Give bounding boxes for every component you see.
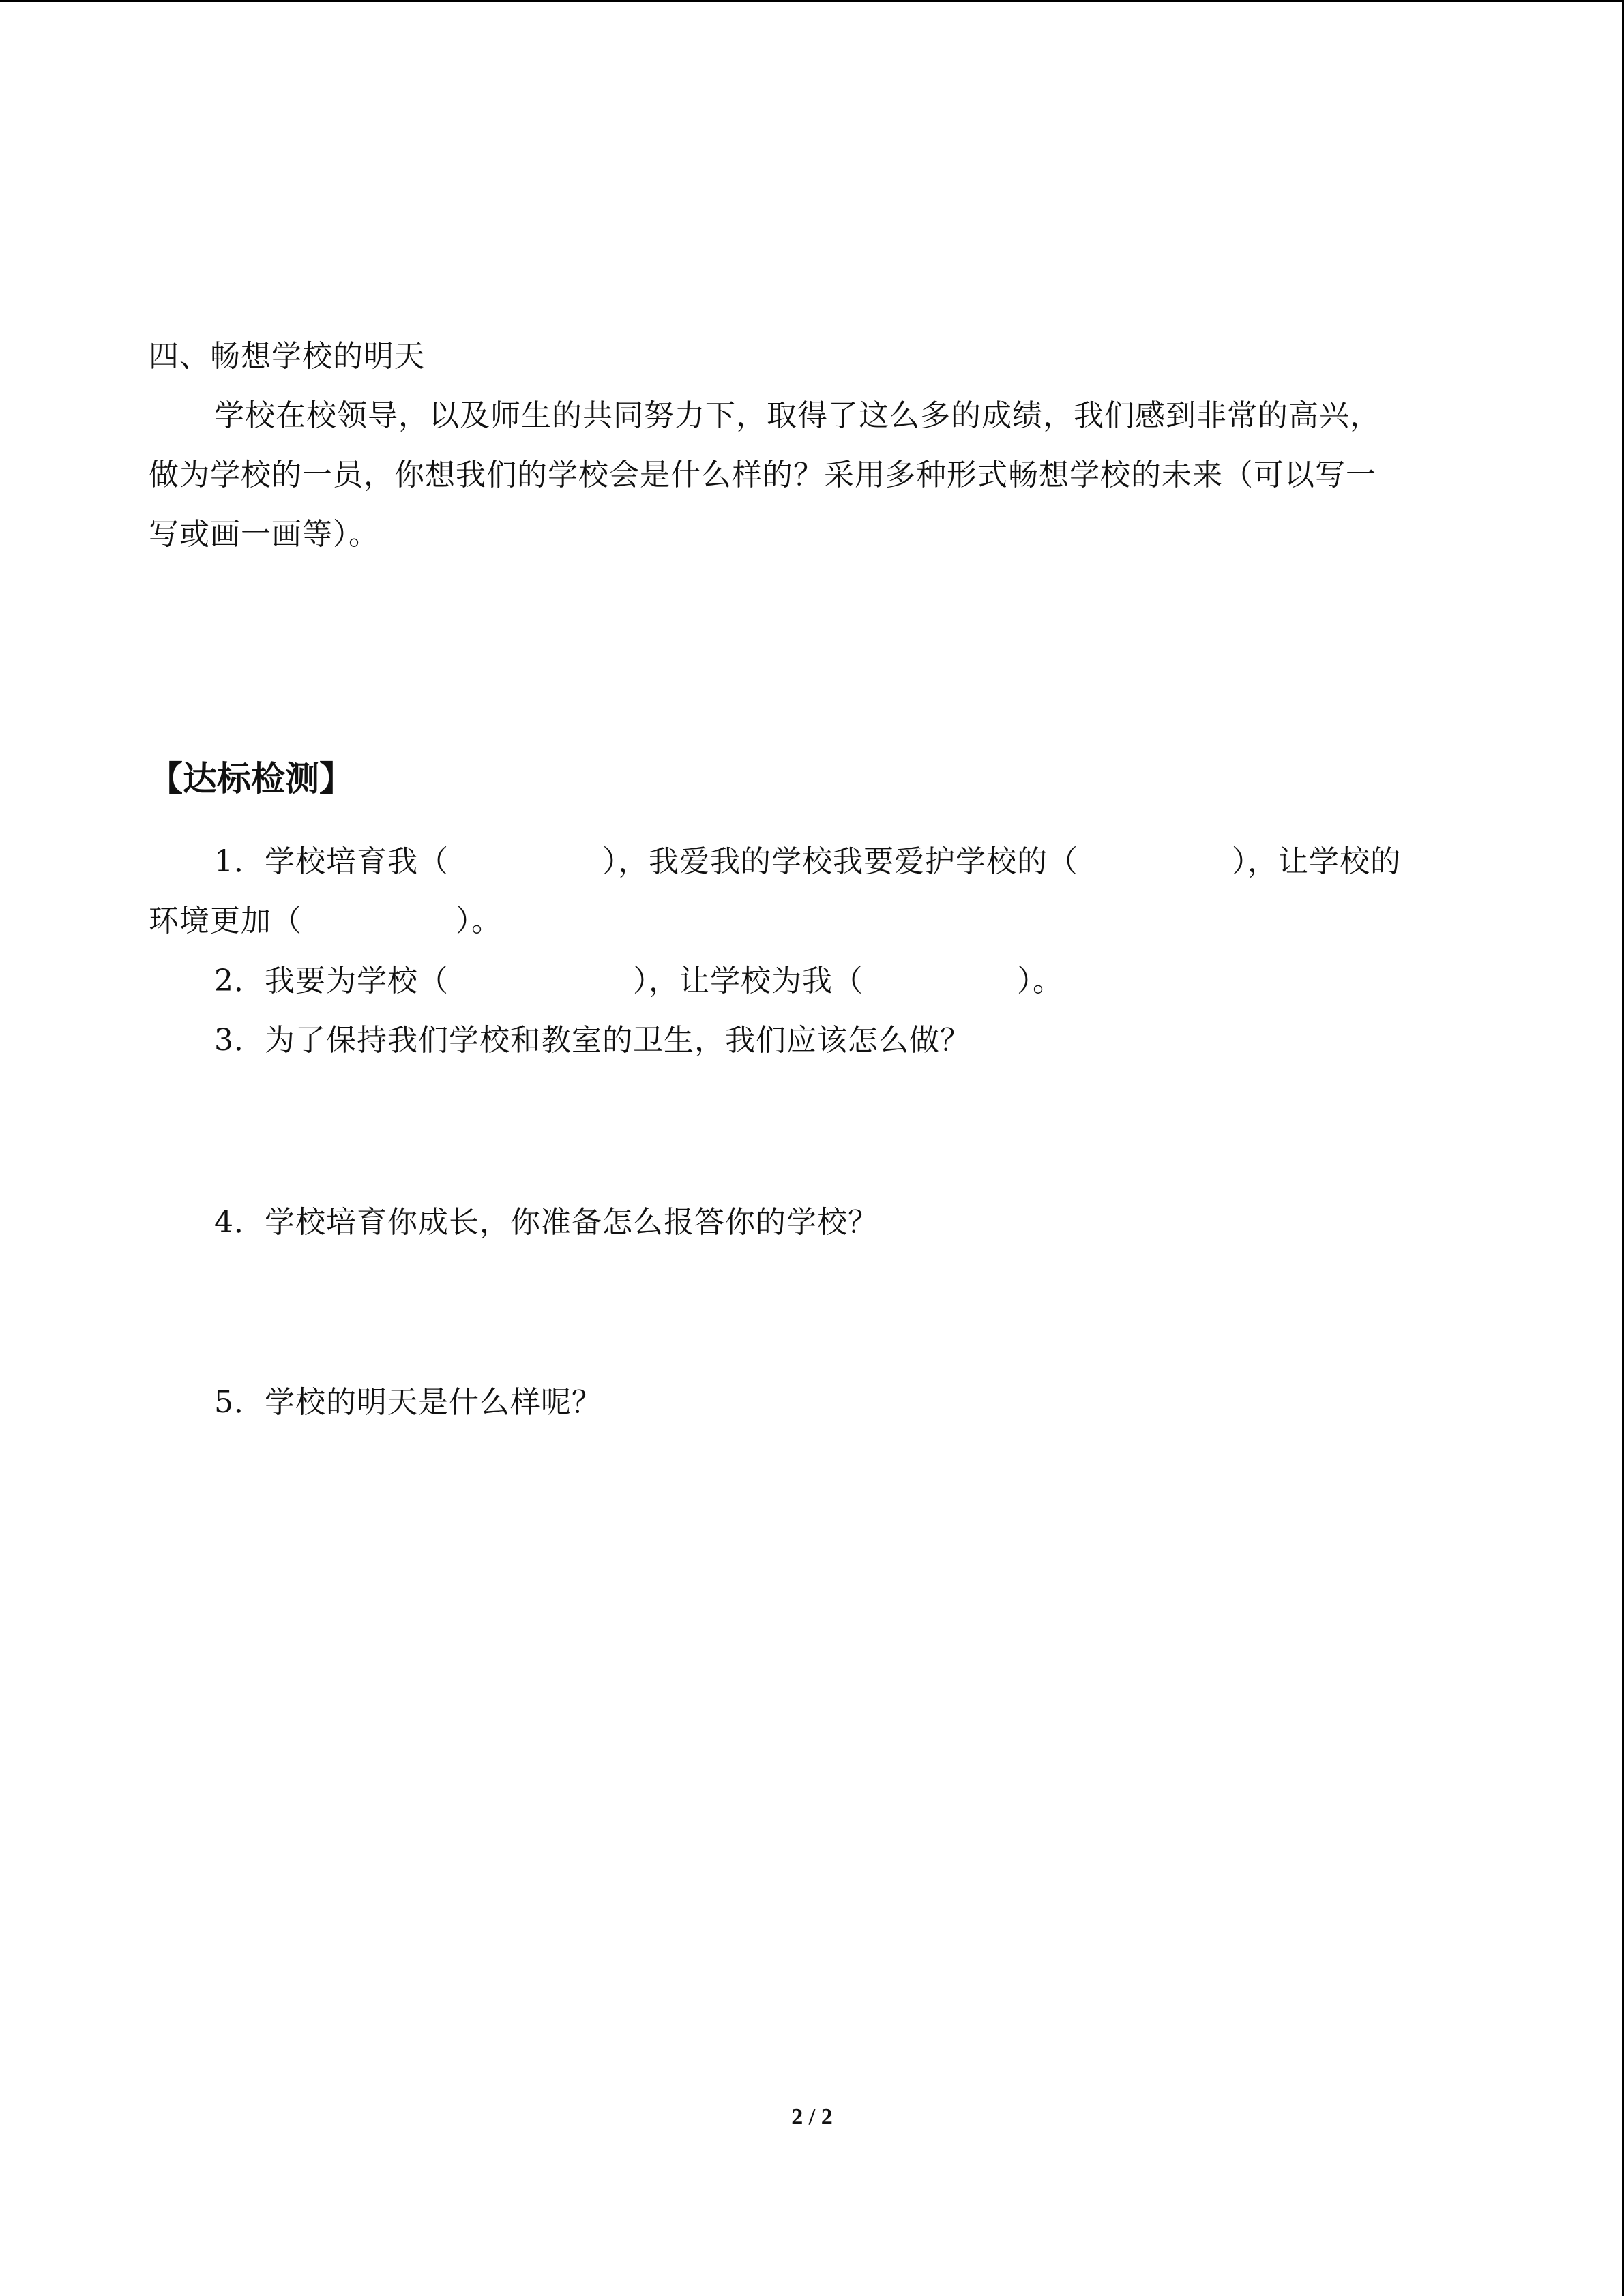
- assessment-heading: 【达标检测】: [149, 759, 353, 799]
- question-3: 3．为了保持我们学校和教室的卫生，我们应该怎么做？: [214, 1023, 971, 1058]
- section-title: 四、畅想学校的明天: [149, 339, 425, 374]
- question-1-line-2: 环境更加（ ）。: [149, 904, 502, 938]
- paragraph-line-1: 学校在校领导，以及师生的共同努力下，取得了这么多的成绩，我们感到非常的高兴，: [214, 398, 1381, 433]
- question-5: 5．学校的明天是什么样呢？: [214, 1385, 602, 1420]
- page-number: 2 / 2: [791, 2104, 833, 2130]
- question-1-line-1: 1．学校培育我（ ），我爱我的学校我要爱护学校的（ ），让学校的: [214, 844, 1401, 879]
- question-4: 4．学校培育你成长，你准备怎么报答你的学校？: [214, 1205, 879, 1240]
- question-2: 2．我要为学校（ ），让学校为我（ ）。: [214, 964, 1063, 998]
- paragraph-line-2: 做为学校的一员，你想我们的学校会是什么样的？采用多种形式畅想学校的未来（可以写一: [149, 458, 1376, 492]
- paragraph-line-3: 写或画一画等）。: [149, 517, 379, 552]
- page-top-border: [0, 0, 1624, 2]
